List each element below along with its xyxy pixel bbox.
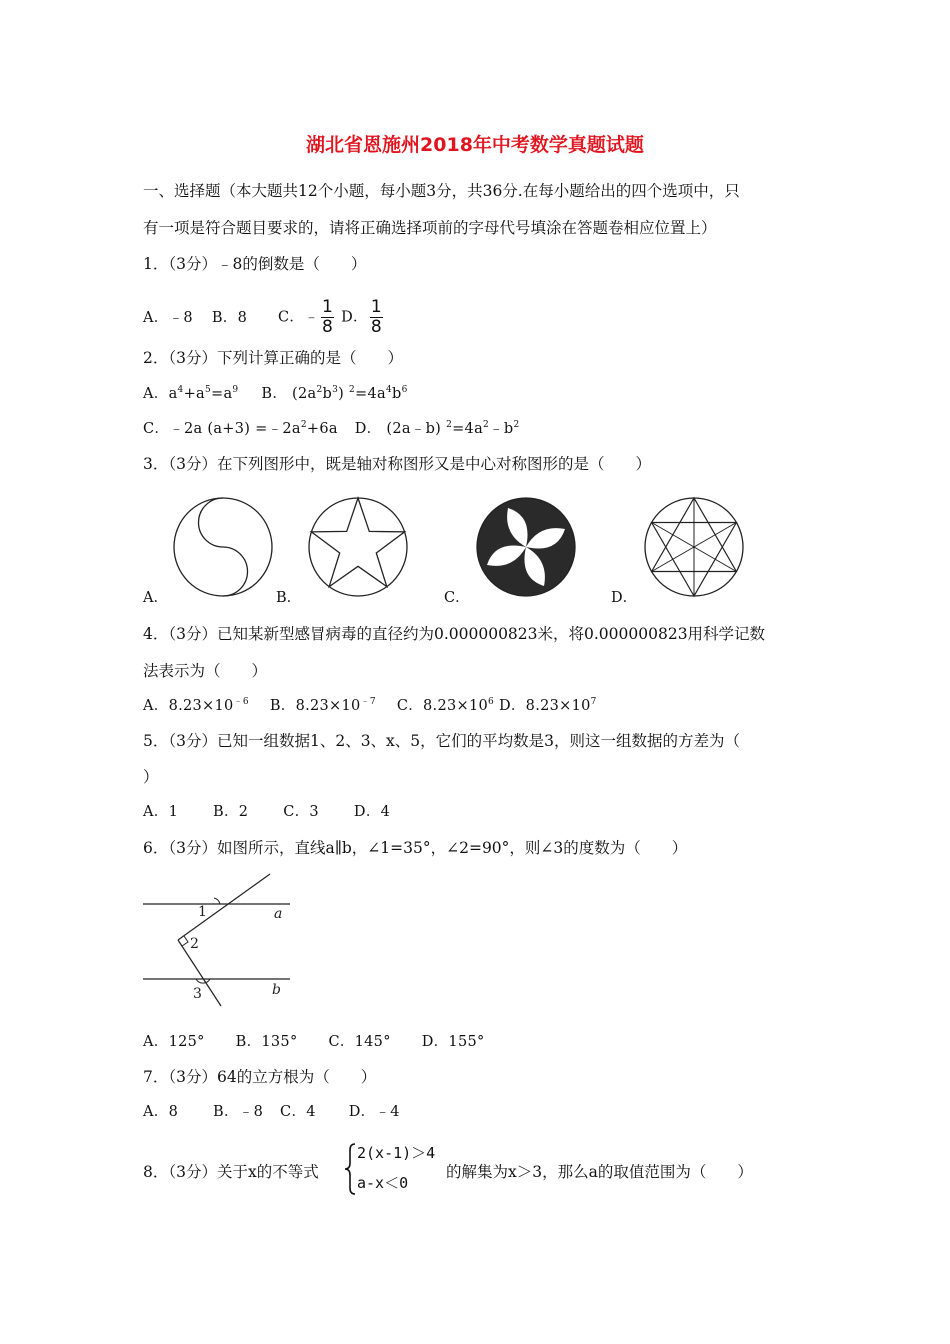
q6-parallel-lines-figure xyxy=(140,870,300,1010)
q3-figure-c-pinwheel xyxy=(473,494,579,600)
q3-figure-b-star xyxy=(305,494,411,600)
q6-option-b: B．135° xyxy=(235,1034,298,1050)
q6-line-a-label: a xyxy=(274,906,283,922)
q2-option-b: B． $(2a^2b^3)$ $^2=4a^4b^6$ xyxy=(261,385,408,402)
q5-options xyxy=(143,801,833,823)
q7-options xyxy=(143,1101,833,1123)
q6-options xyxy=(143,1031,833,1053)
q6-line-b-label: b xyxy=(272,982,281,998)
q3-option-b: B． xyxy=(276,590,302,606)
q2-stem: 2．（3分）下列计算正确的是（ ） xyxy=(143,349,403,367)
q3-option-a: A． xyxy=(143,590,168,606)
q5-option-b: B．2 xyxy=(213,804,249,820)
q3-figure-a-yinyang xyxy=(170,494,276,600)
q7-option-d: D．﹣4 xyxy=(348,1104,400,1120)
q1-option-c: C．﹣ $\frac{1}{8}$ xyxy=(278,297,334,337)
q3-option-d: D． xyxy=(611,590,638,606)
q4-option-a: A．$8.23\times 10^{﹣6}$ xyxy=(143,697,249,714)
section-heading-line1: 一、选择题（本大题共12个小题，每小题3分，共36分.在每小题给出的四个选项中，只 xyxy=(143,182,740,200)
q1-fraction-c: $\frac{1}{8}$ xyxy=(322,297,334,337)
q5-stem-line2: ） xyxy=(143,768,159,786)
q7-option-a: A．8 xyxy=(143,1104,179,1120)
q6-angle-1-label: 1 xyxy=(198,904,207,920)
q4-option-b: B．$8.23\times 10^{﹣7}$ xyxy=(269,697,376,714)
q2-option-d: D． (2a﹣b) $^2=4a^2﹣b^2$ xyxy=(354,420,520,437)
q8-inequality-2: a-x＜0 xyxy=(357,1174,409,1192)
q7-stem: 7．（3分）64的立方根为（ ） xyxy=(143,1068,377,1086)
q1-stem: 1．（3分）﹣8的倒数是（ ） xyxy=(143,255,367,273)
q1-option-d: D． $\frac{1}{8}$ xyxy=(341,297,382,337)
q2-options-row2 xyxy=(143,418,833,440)
q7-option-b: B．﹣8 xyxy=(213,1104,264,1120)
q6-angle-2-label: 2 xyxy=(190,936,199,952)
q4-option-d: D．$8.23\times 10^7$ xyxy=(498,697,597,714)
q5-option-c: C．3 xyxy=(283,804,319,820)
q6-option-a: A．125° xyxy=(143,1034,205,1050)
q8-brace-icon xyxy=(344,1142,358,1196)
q5-option-d: D．4 xyxy=(353,804,391,820)
q6-option-c: C．145° xyxy=(328,1034,391,1050)
q8-inequality-1: 2(x-1)＞4 xyxy=(357,1144,436,1162)
q8-stem-prefix: 8．（3分）关于x的不等式 xyxy=(143,1163,319,1181)
q1-option-b: B．8 xyxy=(211,309,248,326)
q2-option-c: C．﹣2a $(a+3) =﹣2a^2+6a$ xyxy=(143,420,338,437)
q4-stem-line1: 4．（3分）已知某新型感冒病毒的直径约为0.000000823米，将0.000000823用科学记数 xyxy=(143,625,766,643)
q3-figure-d-hexstar xyxy=(641,494,747,600)
q4-option-c: C．$8.23\times 10^6$ xyxy=(396,697,495,714)
q6-option-d: D．155° xyxy=(421,1034,485,1050)
q1-options xyxy=(143,298,833,337)
q7-option-c: C．4 xyxy=(280,1104,316,1120)
q6-stem: 6．（3分）如图所示，直线a∥b，∠1=35°，∠2=90°，则∠3的度数为（ ） xyxy=(143,839,688,857)
q1-option-a: A．﹣8 xyxy=(143,309,193,326)
q3-option-c: C． xyxy=(444,590,470,606)
q2-options-row1 xyxy=(143,383,833,405)
q5-option-a: A．1 xyxy=(143,804,179,820)
q3-stem: 3．（3分）在下列图形中，既是轴对称图形又是中心对称图形的是（ ） xyxy=(143,455,651,473)
page-title: 湖北省恩施州2018年中考数学真题试题 xyxy=(306,134,644,156)
q2-option-a: A．$a^4+a^5=a^9$ xyxy=(143,385,239,402)
q4-options xyxy=(143,695,833,717)
section-heading-line2: 有一项是符合题目要求的，请将正确选择项前的字母代号填涂在答题卷相应位置上） xyxy=(143,219,717,237)
q5-stem-line1: 5．（3分）已知一组数据1、2、3、x、5，它们的平均数是3，则这一组数据的方差为（ xyxy=(143,732,741,750)
q8-stem-suffix: 的解集为x＞3，那么a的取值范围为（ ） xyxy=(446,1163,753,1181)
q1-fraction-d: $\frac{1}{8}$ xyxy=(370,297,382,337)
q6-angle-3-label: 3 xyxy=(193,986,202,1002)
q4-stem-line2: 法表示为（ ） xyxy=(143,662,268,680)
